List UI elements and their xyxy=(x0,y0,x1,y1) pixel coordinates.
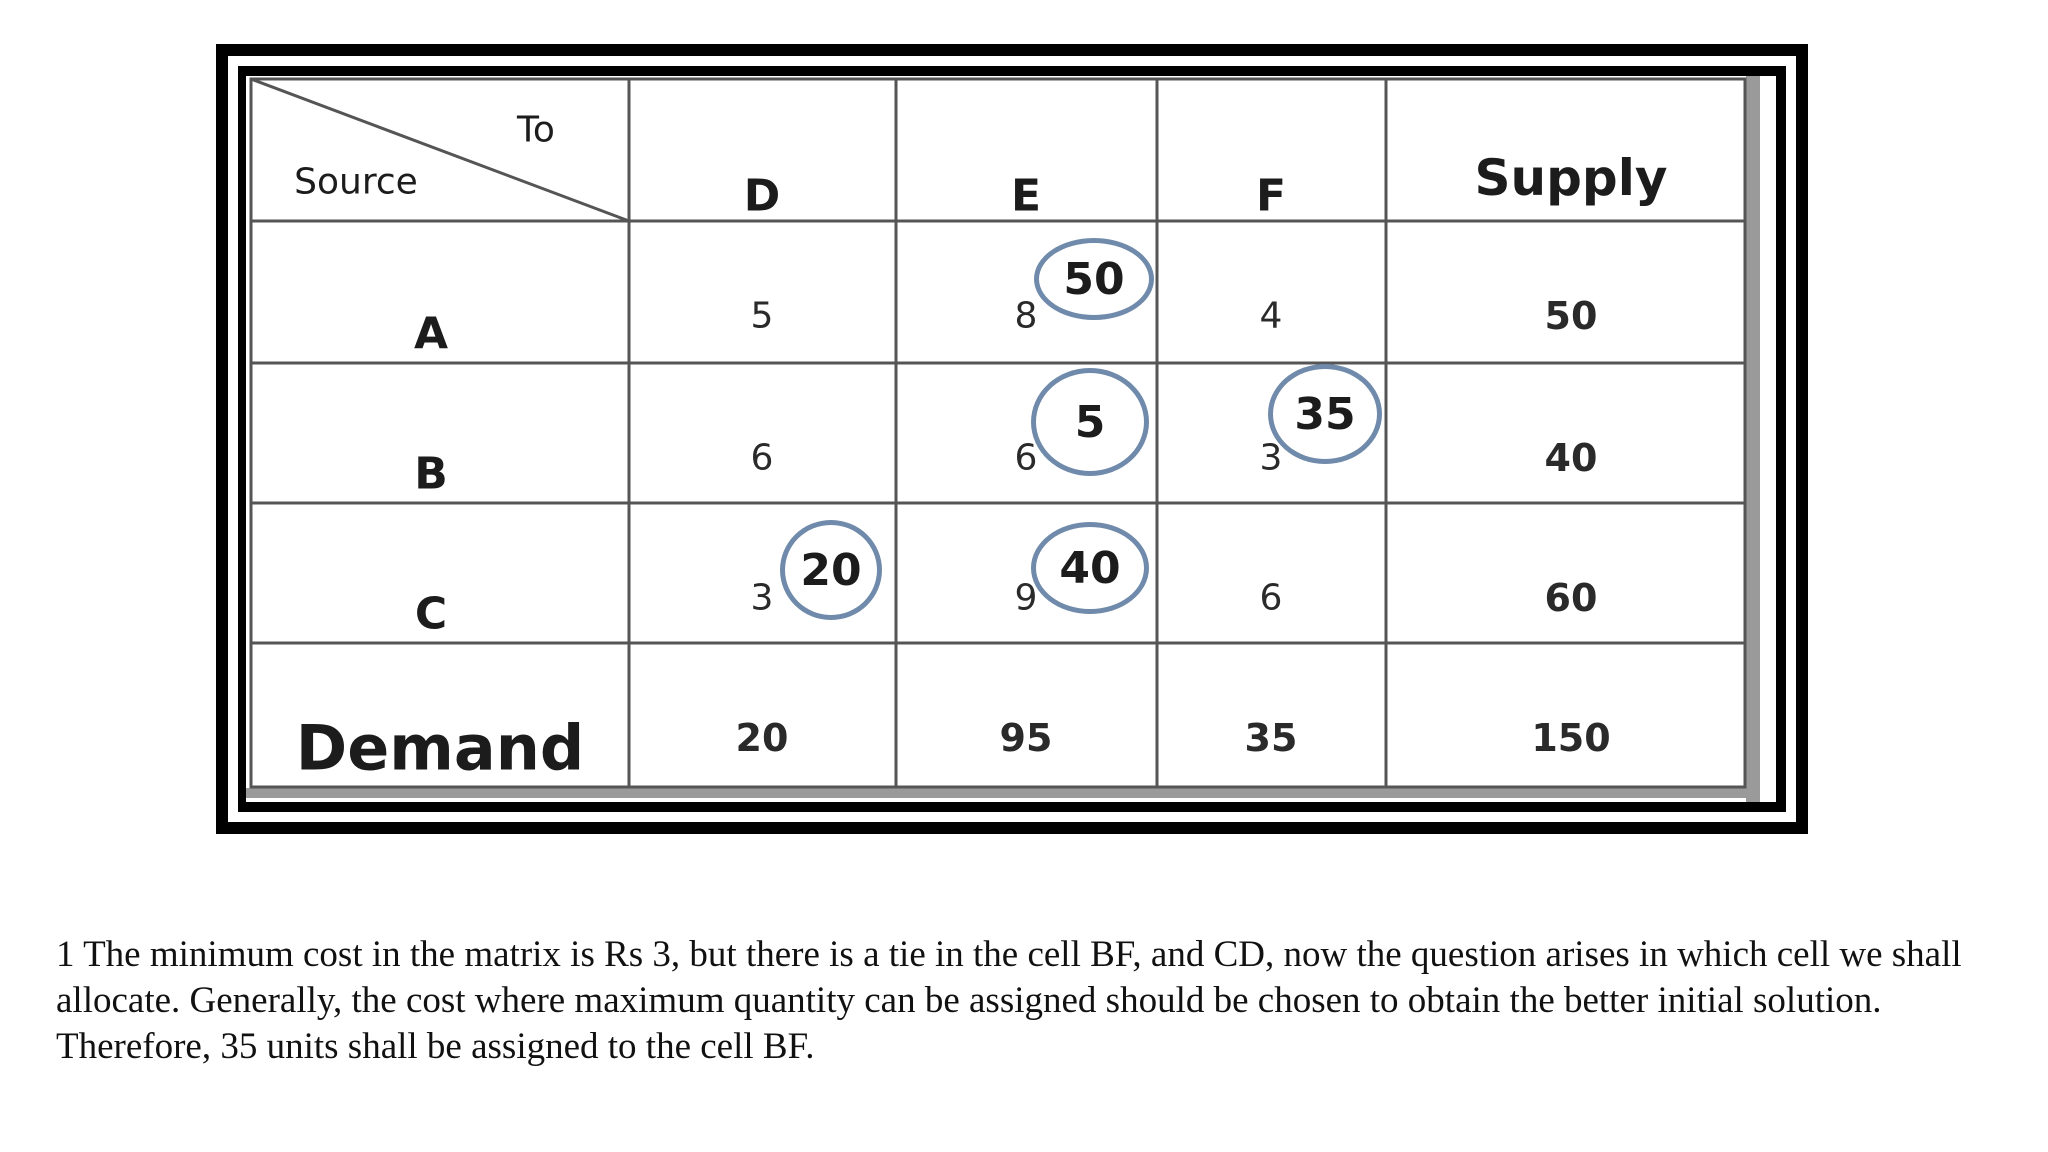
allocation-c-e: 40 xyxy=(1031,522,1149,614)
cost-c-d: 3 xyxy=(750,577,774,619)
demand-label: Demand xyxy=(295,711,585,785)
explanation-text: 1 The minimum cost in the matrix is Rs 3, but there is a tie in the cell BF, and CD, now the question arises in which cell we shall allocate. Generally, the cost where maximum quantity can be assigned should be chosen to obtain the better initial solution. Therefore, 35 units shall be assigned to the cell BF. xyxy=(56,934,1962,1067)
supply-a: 50 xyxy=(1544,294,1598,338)
row-label-b: B xyxy=(414,448,448,500)
column-header-f: F xyxy=(1255,170,1287,222)
allocation-c-d: 20 xyxy=(780,520,882,620)
cost-b-e: 6 xyxy=(1014,437,1038,479)
demand-f: 35 xyxy=(1244,716,1298,760)
corner-source-label: Source xyxy=(294,161,418,203)
corner-to-label: To xyxy=(517,109,555,151)
grand-total: 150 xyxy=(1531,716,1611,760)
row-label-c: C xyxy=(414,588,448,640)
cost-a-d: 5 xyxy=(750,295,774,337)
cost-c-f: 6 xyxy=(1259,577,1283,619)
cost-b-d: 6 xyxy=(750,437,774,479)
transportation-table xyxy=(246,76,1776,802)
supply-c: 60 xyxy=(1544,576,1598,620)
row-label-a: A xyxy=(413,308,449,360)
supply-b: 40 xyxy=(1544,436,1598,480)
supply-header: Supply xyxy=(1474,149,1668,207)
cost-b-f: 3 xyxy=(1259,437,1283,479)
column-header-e: E xyxy=(1010,170,1042,222)
allocation-b-f: 35 xyxy=(1268,364,1382,464)
allocation-b-e: 5 xyxy=(1031,368,1149,476)
allocation-a-e: 50 xyxy=(1034,238,1154,320)
column-header-d: D xyxy=(743,170,781,222)
cost-c-e: 9 xyxy=(1014,577,1038,619)
demand-e: 95 xyxy=(999,716,1053,760)
table-frame xyxy=(216,44,1808,834)
cost-a-e: 8 xyxy=(1014,295,1038,337)
cost-a-f: 4 xyxy=(1259,295,1283,337)
demand-d: 20 xyxy=(735,716,789,760)
